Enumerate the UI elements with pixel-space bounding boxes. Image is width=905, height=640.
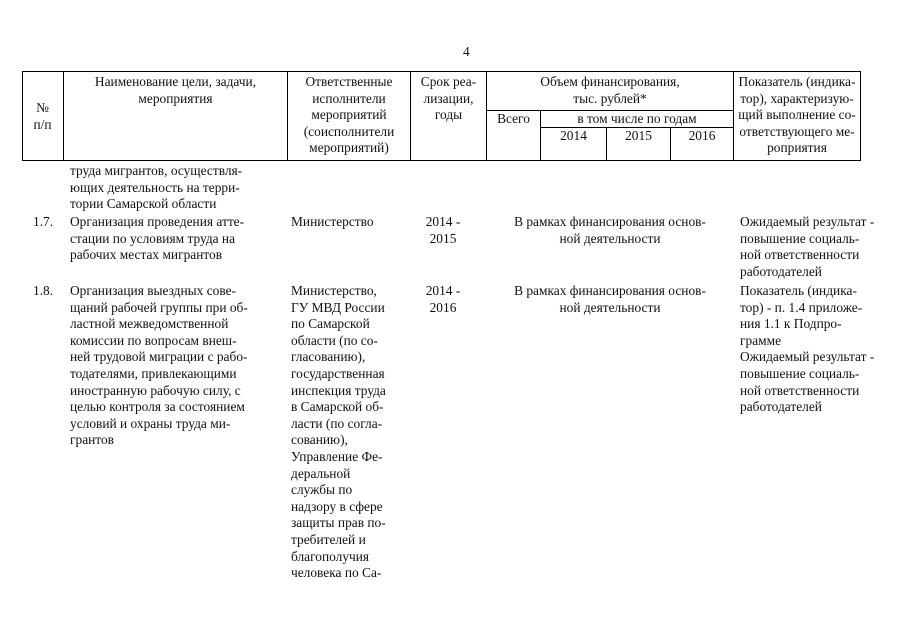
header-name: Наименование цели, задачи, мероприятия bbox=[94, 74, 257, 106]
header-num: № п/п bbox=[33, 100, 52, 132]
row-funding: В рамках финансирования основ- ной деятельности bbox=[514, 283, 706, 315]
row-num: 1.7. bbox=[33, 214, 54, 229]
row-term: 2014 - 2016 bbox=[425, 283, 461, 315]
vline-9 bbox=[860, 71, 861, 161]
header-year-2015: 2015 bbox=[625, 128, 652, 143]
header-year-2014: 2014 bbox=[560, 128, 587, 143]
row-funding: В рамках финансирования основ- ной деятельности bbox=[514, 214, 706, 246]
row-num: 1.8. bbox=[33, 283, 54, 298]
row-executors: Министерство bbox=[291, 214, 374, 229]
row-indicator: Ожидаемый результат - повышение социаль- ной ответственности работодателей bbox=[740, 214, 875, 279]
row-indicator: Показатель (индика- тор) - п. 1.4 приложе- ния 1.1 к Подпро- грамме Ожидаемый результат - повышение социаль- ной ответственности работодателей bbox=[740, 283, 875, 415]
header-bottom-border bbox=[22, 160, 861, 161]
header-year-2016: 2016 bbox=[688, 128, 716, 143]
row-name: Организация проведения атте- стации по условиям труда на рабочих местах мигрантов bbox=[70, 214, 245, 263]
header-total: Всего bbox=[497, 111, 530, 126]
header-top-border bbox=[22, 71, 861, 72]
row-executors: Министерство, ГУ МВД России по Самарской области (по со- гласованию), государственная инспекция труда в Самарской об- ласти (по согла- сованию), Управление Фе- деральной службы по надзору в сфере защиты прав по- требителей и благополучия человека по Са- bbox=[291, 283, 386, 581]
header-executors: Ответственные исполнители мероприятий (соисполнители мероприятий) bbox=[303, 74, 395, 156]
header-by-years: в том числе по годам bbox=[577, 111, 697, 126]
page-number: 4 bbox=[463, 44, 470, 59]
continuation-text: труда мигрантов, осуществля- ющих деятельность на терри- тории Самарской области bbox=[70, 163, 243, 212]
row-name: Организация выездных сове- щаний рабочей группы при об- ластной межведомственной комиссии по вопросам внеш- ней трудовой миграции с рабо- тодателями, привлекающими иностранную рабочую силу, с целью контроля за состоянием условий и охраны труда ми- грантов bbox=[70, 283, 248, 448]
header-funding: Объем финансирования, тыс. рублей* bbox=[540, 74, 680, 106]
header-term: Срок реа- лизации, годы bbox=[420, 74, 477, 123]
header-indicator: Показатель (индика- тор), характеризую- щий выполнение со- ответствующего ме- роприятия bbox=[738, 74, 856, 156]
row-term: 2014 - 2015 bbox=[425, 214, 461, 246]
